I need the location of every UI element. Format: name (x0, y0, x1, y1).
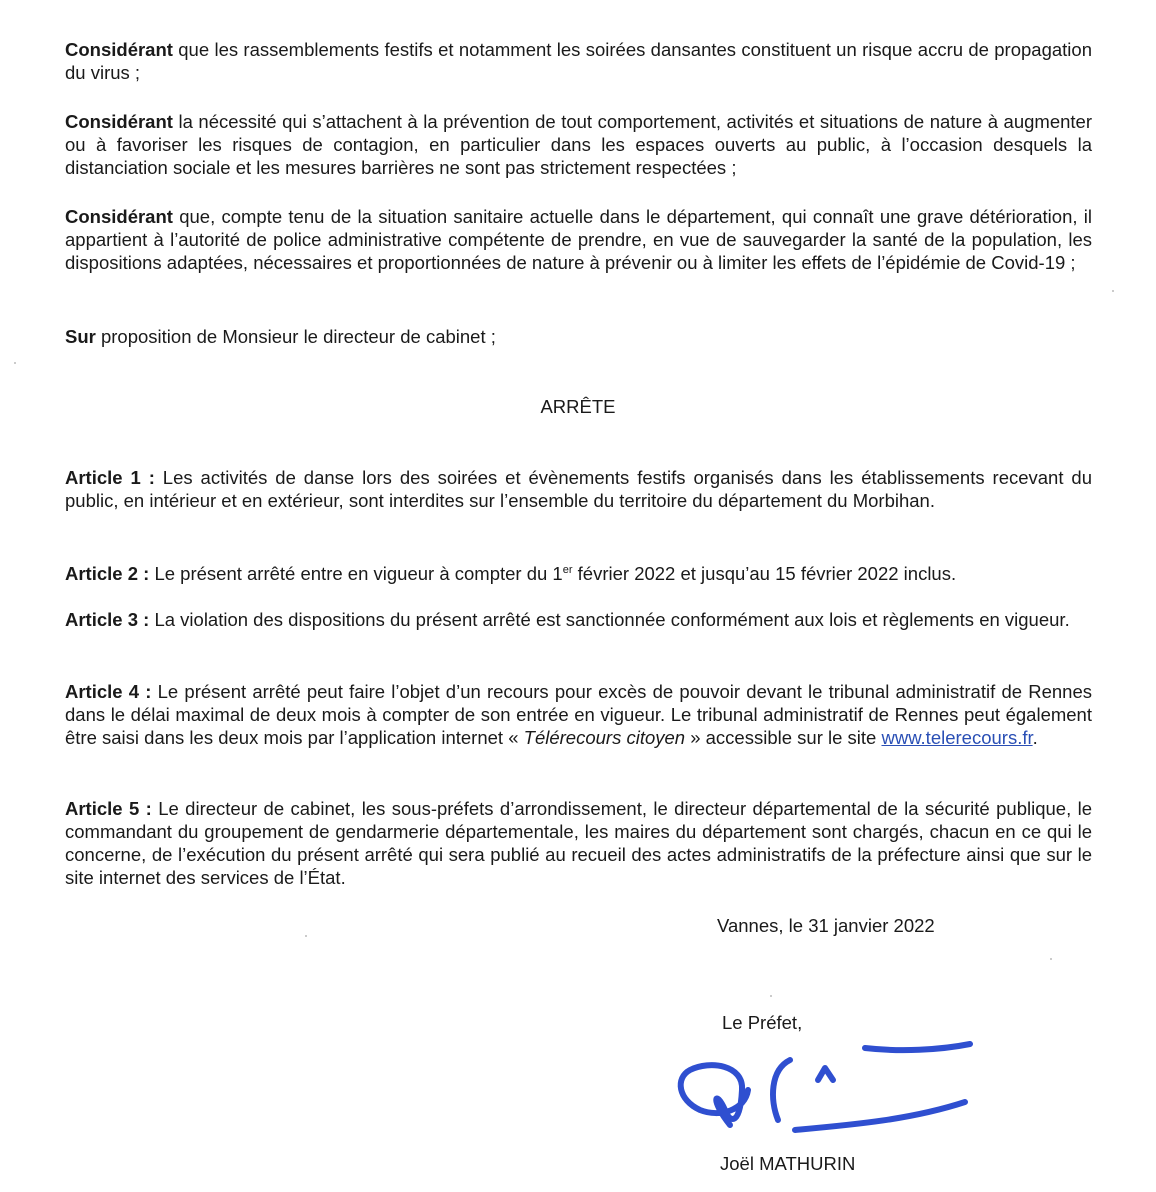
telerecours-app-name: Télérecours citoyen (523, 727, 686, 748)
article-label: Article 2 : (65, 563, 150, 584)
article-text: Les activités de danse lors des soirées et évènements festifs organisés dans les établissements recevant du public, en intérieur et en extérieur, sont interdites sur l’ensemble du territoire du département du Morbihan. (65, 467, 1092, 511)
considerant-lead: Considérant (65, 39, 173, 60)
scan-speck (305, 935, 307, 937)
scan-speck (770, 995, 772, 997)
arrete-heading: ARRÊTE (540, 396, 616, 417)
proposition (65, 325, 1092, 348)
article-label: Article 5 : (65, 798, 152, 819)
article-text: La violation des dispositions du présent arrêté est sanctionnée conformément aux lois et règlements en vigueur. (149, 609, 1070, 630)
article-2 (65, 562, 1092, 585)
considerant-text: que les rassemblements festifs et notamment les soirées dansantes constituent un risque accru de propagation du virus ; (65, 39, 1092, 83)
article-1 (65, 466, 1092, 512)
considerant-lead: Considérant (65, 111, 173, 132)
article-5 (65, 797, 1092, 889)
ordinal-superscript: er (562, 563, 573, 576)
article-label: Article 4 : (65, 681, 152, 702)
signatory-title: Le Préfet, (722, 1012, 803, 1033)
scan-speck (1112, 290, 1114, 292)
article-label: Article 3 : (65, 609, 150, 630)
article-4 (65, 680, 1092, 749)
considerant-lead: Considérant (65, 206, 173, 227)
article-label: Article 1 : (65, 467, 155, 488)
article-text: février 2022 et jusqu’au 15 février 2022 inclus. (572, 563, 957, 584)
proposition-lead: Sur (65, 326, 96, 347)
article-text: . (1032, 727, 1038, 748)
article-text: Le présent arrêté peut faire l’objet d’un recours pour excès de pouvoir devant le tribunal administratif de Rennes dans le délai maximal de deux mois à compter de son entrée en vigueur. Le tribunal administratif de Rennes peut également être saisi dans les deux mois par l’application internet « (65, 681, 1092, 748)
place-date: Vannes, le 31 janvier 2022 (717, 915, 935, 936)
proposition-text: proposition de Monsieur le directeur de cabinet ; (95, 326, 496, 347)
article-text: Le présent arrêté entre en vigueur à compter du 1 (149, 563, 563, 584)
handwritten-signature (670, 1030, 990, 1145)
considerant-2 (65, 110, 1092, 179)
scan-speck (14, 362, 16, 364)
article-3 (65, 608, 1092, 631)
article-text: » accessible sur le site (685, 727, 882, 748)
telerecours-link[interactable]: www.telerecours.fr (881, 727, 1033, 748)
considerant-text: la nécessité qui s’attachent à la prévention de tout comportement, activités et situations de nature à augmenter ou à favoriser les risques de contagion, en particulier dans les espaces ouverts au public, à l’occasion desquels la distanciation sociale et les mesures barrières ne sont pas strictement respectées ; (65, 111, 1092, 178)
article-text: Le directeur de cabinet, les sous-préfets d’arrondissement, le directeur départemental de la sécurité publique, le commandant du groupement de gendarmerie départementale, les maires du département sont chargés, chacun en ce qui le concerne, de l’exécution du présent arrêté qui sera publié au recueil des actes administratifs de la préfecture ainsi que sur le site internet des services de l’État. (65, 798, 1092, 888)
considerant-3 (65, 205, 1092, 274)
signatory-name: Joël MATHURIN (720, 1153, 856, 1174)
scan-speck (1050, 958, 1052, 960)
considerant-text: que, compte tenu de la situation sanitaire actuelle dans le département, qui connaît une grave détérioration, il appartient à l’autorité de police administrative compétente de prendre, en vue de sauvegarder la santé de la population, les dispositions adaptées, nécessaires et proportionnées de nature à prévenir ou à limiter les effets de l’épidémie de Covid-19 ; (65, 206, 1092, 273)
considerant-1 (65, 38, 1092, 84)
